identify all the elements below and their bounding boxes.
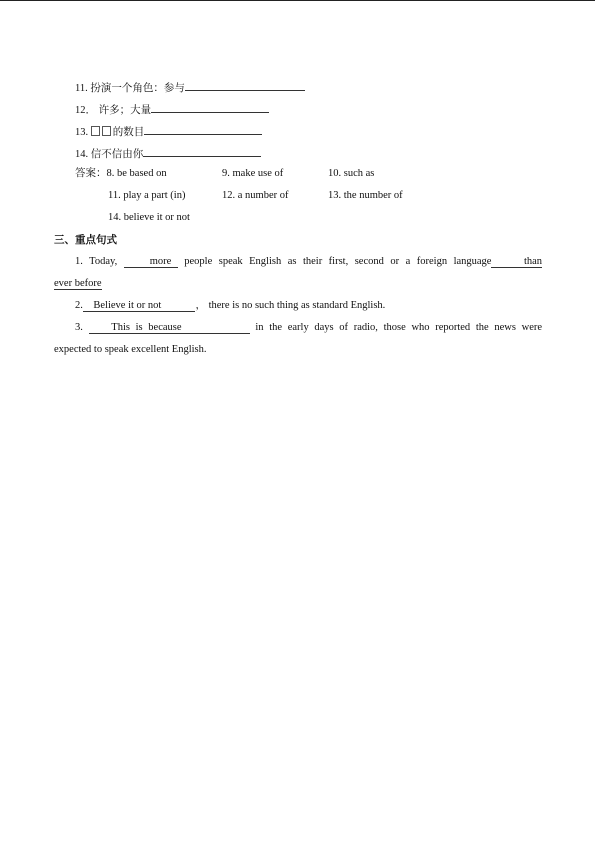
section-heading: 三、重点句式 [54,234,117,246]
answer-11: 11. play a part (in) [108,190,186,201]
vocab-number: 14. [75,149,89,160]
sentence-3-line-2 [54,343,207,357]
vocab-item-12 [75,101,269,118]
sentence-text: ， there is no such thing as standard English. [195,300,386,311]
answer-14: 14. believe it or not [108,212,190,223]
vocab-text: 许多；大量 [98,105,152,116]
sentence-2 [75,299,385,313]
answer-8: 8. be based on [106,168,167,179]
vocab-item-11 [75,79,305,96]
vocab-number: 13. [75,127,89,138]
missing-glyph-icon [91,126,100,136]
sentence-prefix: 3. [75,322,89,333]
answers-row-2 [108,189,498,203]
sentence-text: expected to speak excellent English. [54,344,207,355]
answer-text: than [523,256,543,267]
answer-blank[interactable] [143,145,261,157]
answer-text: Believe it or not [93,300,162,311]
vocab-number: 12． [75,105,96,116]
answer-blank-continued[interactable]: ever before [54,278,102,289]
answer-blank[interactable] [185,79,305,91]
answer-blank[interactable] [491,256,542,268]
answers-label: 答案： [75,168,107,179]
sentence-text: in the early days of radio, those who reported the news were [249,322,543,333]
vocab-item-13 [75,123,262,140]
vocab-number: 11. [75,83,88,94]
answer-blank[interactable] [83,300,196,312]
missing-glyph-icon [102,126,111,136]
answer-9: 9. make use of [222,168,284,179]
sentence-prefix: 1. Today, [75,256,124,267]
answers-row-1 [75,167,495,181]
answer-blank[interactable] [124,256,178,268]
answer-blank[interactable] [89,322,250,334]
answers-row-3 [108,211,190,225]
answer-text: This is because [111,322,182,333]
sentence-text: people speak English as their first, second or a foreign language [177,256,492,267]
sentence-1-line-1 [75,255,542,269]
answer-13: 13. the number of [328,190,403,201]
vocab-text: 的数目 [112,127,145,138]
answer-blank[interactable] [151,101,269,113]
sentence-1-line-2 [54,277,102,291]
top-border-line [0,0,595,1]
answer-12: 12. a number of [222,190,289,201]
answer-blank[interactable] [144,123,262,135]
answer-10: 10. such as [328,168,375,179]
sentence-prefix: 2. [75,300,83,311]
vocab-item-14 [75,145,261,162]
sentence-3-line-1 [75,321,542,335]
vocab-text: 扮演一个角色：参与 [90,83,185,94]
vocab-text: 信不信由你 [90,149,144,160]
answer-text: more [149,256,172,267]
